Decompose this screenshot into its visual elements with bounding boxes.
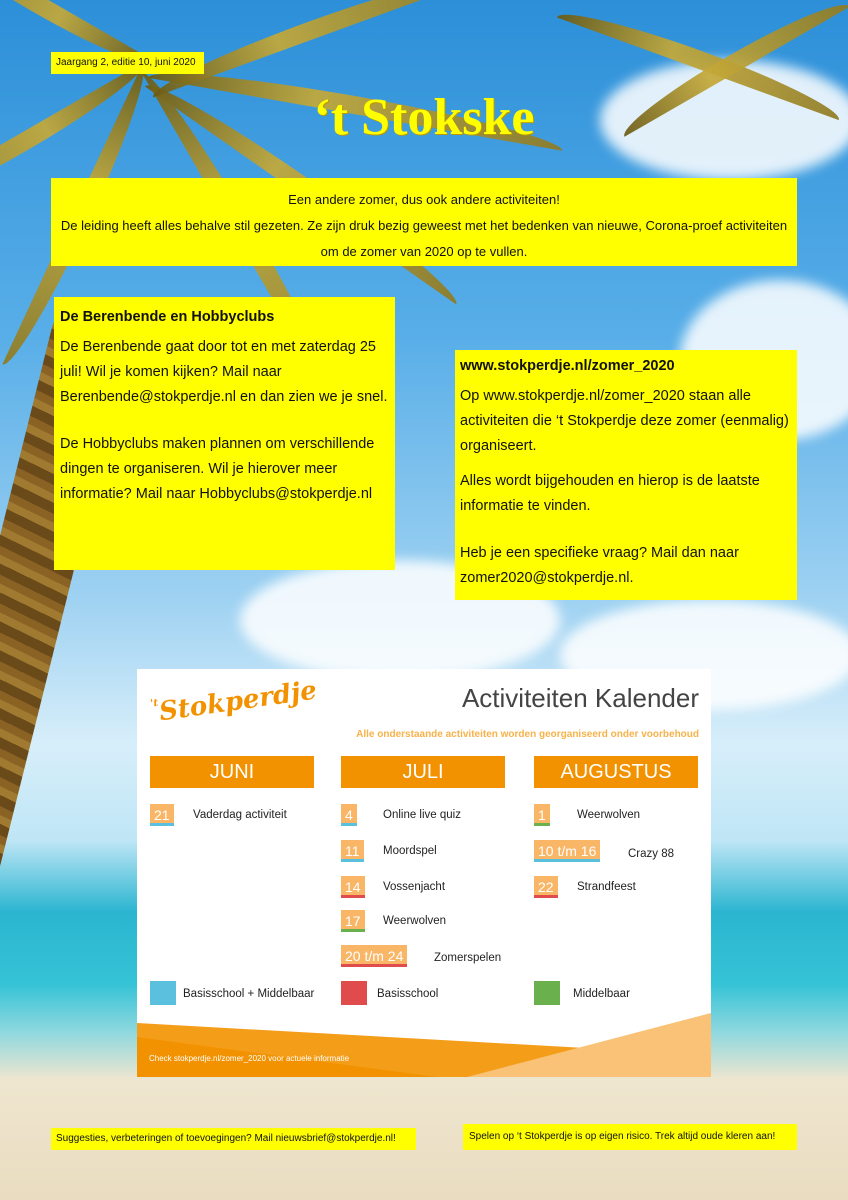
date-badge: 14 bbox=[341, 876, 365, 898]
berenbende-heading: De Berenbende en Hobbyclubs bbox=[60, 309, 275, 325]
activity-calendar bbox=[137, 669, 711, 1077]
legend-label: Basisschool + Middelbaar bbox=[183, 988, 315, 1000]
activity-label: Zomerspelen bbox=[434, 952, 502, 964]
website-paragraph-1: Op www.stokperdje.nl/zomer_2020 staan alle activiteiten die ‘t Stokperdje deze zomer (eenmalig) organiseert. bbox=[460, 388, 789, 454]
activity-label: Vossenjacht bbox=[383, 881, 446, 893]
legend-swatch bbox=[341, 981, 367, 1005]
activity-label: Vaderdag activiteit bbox=[193, 809, 287, 821]
date-badge: 11 bbox=[341, 840, 364, 862]
date-badge: 20 t/m 24 bbox=[341, 945, 407, 967]
date-badge: 4 bbox=[341, 804, 357, 826]
legend-label: Middelbaar bbox=[573, 988, 630, 1000]
date-badge: 10 t/m 16 bbox=[534, 840, 600, 862]
intro-line-2: De leiding heeft alles behalve stil gezeten. Ze zijn druk bezig geweest met het bedenken van nieuwe, Corona-proef activiteiten om de zomer van 2020 op te vullen. bbox=[60, 218, 788, 259]
edition-label: Jaargang 2, editie 10, juni 2020 bbox=[51, 52, 204, 74]
date-badge: 21 bbox=[150, 804, 174, 826]
berenbende-paragraph: De Berenbende gaat door tot en met zaterdag 25 juli! Wil je komen kijken? Mail naar Berenbende@stokperdje.nl en dan zien we je snel. bbox=[60, 339, 388, 405]
month-header-juni: JUNI bbox=[150, 756, 314, 788]
intro-box bbox=[51, 178, 797, 266]
activity-label: Strandfeest bbox=[577, 881, 636, 893]
date-badge: 17 bbox=[341, 910, 365, 932]
date-badge: 22 bbox=[534, 876, 558, 898]
calendar-subtitle: Alle onderstaande activiteiten worden georganiseerd onder voorbehoud bbox=[356, 729, 699, 740]
berenbende-box bbox=[54, 297, 395, 570]
activity-label: Crazy 88 bbox=[628, 848, 675, 860]
calendar-footer-band bbox=[137, 1003, 711, 1077]
activity-label: Online live quiz bbox=[383, 809, 461, 821]
website-heading: www.stokperdje.nl/zomer_2020 bbox=[460, 358, 675, 374]
activity-label: Weerwolven bbox=[383, 915, 447, 927]
month-header-augustus: AUGUSTUS bbox=[534, 756, 698, 788]
website-box bbox=[455, 350, 797, 600]
month-header-juli: JULI bbox=[341, 756, 505, 788]
newsletter-title: ‘t Stokske bbox=[313, 89, 535, 146]
suggestions-note: Suggesties, verbeteringen of toevoegingen? Mail nieuwsbrief@stokperdje.nl! bbox=[51, 1128, 416, 1150]
website-paragraph-2: Alles wordt bijgehouden en hierop is de laatste informatie te vinden. bbox=[460, 473, 760, 514]
activity-label: Moordspel bbox=[383, 845, 437, 857]
legend-label: Basisschool bbox=[377, 988, 439, 1000]
intro-line-1: Een andere zomer, dus ook andere activiteiten! bbox=[288, 192, 560, 207]
date-badge: 1 bbox=[534, 804, 550, 826]
website-paragraph-3: Heb je een specifieke vraag? Mail dan naar zomer2020@stokperdje.nl. bbox=[460, 545, 739, 586]
stokperdje-logo: $^{'t}$Stokperdje bbox=[149, 675, 319, 728]
risk-note: Spelen op ‘t Stokperdje is op eigen risico. Trek altijd oude kleren aan! bbox=[463, 1124, 797, 1150]
legend-swatch bbox=[150, 981, 176, 1005]
activity-label: Weerwolven bbox=[577, 809, 641, 821]
calendar-footer-text: Check stokperdje.nl/zomer_2020 voor actuele informatie bbox=[149, 1054, 350, 1063]
hobbyclubs-paragraph: De Hobbyclubs maken plannen om verschillende dingen te organiseren. Wil je hierover meer informatie? Mail naar Hobbyclubs@stokperdje.nl bbox=[60, 436, 375, 502]
calendar-title: Activiteiten Kalender bbox=[461, 683, 699, 713]
legend-swatch bbox=[534, 981, 560, 1005]
